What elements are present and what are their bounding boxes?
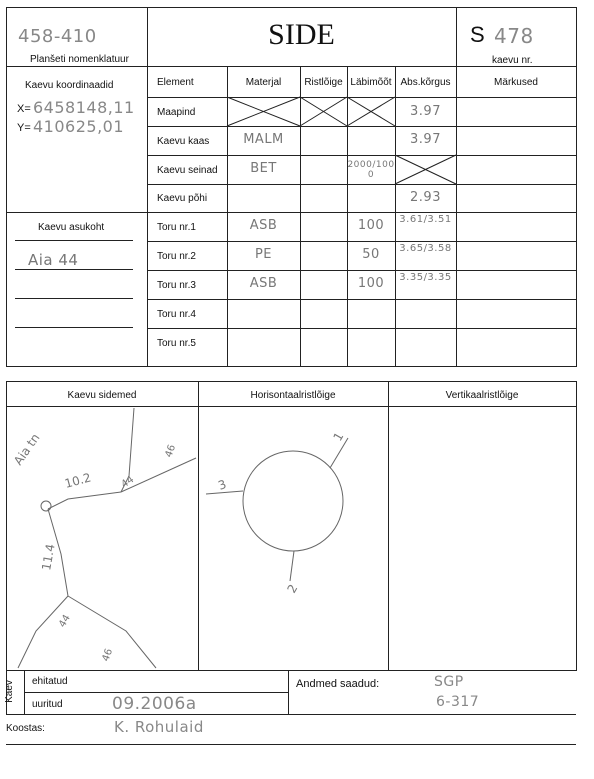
- row-element: Toru nr.1: [157, 222, 196, 233]
- section-connections: Kaevu sidemed: [67, 390, 137, 401]
- section-vertical: Vertikaalristlõige: [445, 390, 519, 401]
- row-element: Kaevu põhi: [157, 193, 208, 204]
- diameter-value: 100: [357, 218, 385, 233]
- section-horizontal: Horisontaalristlõige: [250, 390, 336, 401]
- row-element: Kaevu seinad: [157, 165, 218, 176]
- x-value: 6458148,11: [33, 98, 135, 117]
- plan-label: Planšeti nomenklatuur: [30, 54, 129, 65]
- sketch-street: Aia tn: [10, 430, 43, 468]
- sketch-lbl-44b: 44: [57, 612, 73, 630]
- row-element: Toru nr.3: [157, 280, 196, 291]
- abs-value: 3.65/3.58: [399, 243, 452, 254]
- abs-value: 3.97: [410, 104, 441, 119]
- data-label: Andmed saadud:: [296, 678, 380, 690]
- col-diameter: Läbimõõt: [350, 77, 392, 88]
- pipe-label-2: 2: [284, 581, 301, 596]
- footer-side-label: Kaev: [3, 680, 15, 703]
- abs-value: 2.93: [410, 190, 441, 205]
- data-value-1: SGP: [434, 674, 464, 690]
- x-label: X=: [17, 103, 31, 115]
- y-value: 410625,01: [33, 117, 125, 136]
- surveyed-label: uuritud: [32, 699, 63, 710]
- sketch-dist-a: 10.2: [63, 470, 93, 491]
- sketch-line: [121, 458, 196, 492]
- page-title: SIDE: [268, 18, 335, 51]
- col-cross: Ristlõige: [304, 77, 343, 88]
- material-value: ASB: [249, 276, 278, 291]
- well-marker: [41, 501, 51, 511]
- sketch-lbl-46b: 46: [100, 647, 116, 664]
- row-element: Toru nr.4: [157, 309, 196, 320]
- diameter-value: 2000/1000: [347, 160, 395, 180]
- well-prefix: S: [470, 22, 485, 47]
- row-element: Toru nr.2: [157, 251, 196, 262]
- diameter-value: 100: [357, 276, 385, 291]
- surveyed-value: 09.2006a: [112, 694, 197, 714]
- material-value: BET: [250, 161, 277, 176]
- horizontal-sketch: [198, 406, 388, 670]
- well-number: 478: [494, 24, 534, 48]
- connections-sketch: [6, 406, 198, 670]
- col-notes: Märkused: [494, 77, 538, 88]
- plan-code: 458-410: [18, 26, 97, 47]
- pipe-label-1: 1: [330, 429, 347, 444]
- row-element: Kaevu kaas: [157, 136, 210, 147]
- col-element: Element: [157, 77, 194, 88]
- material-value: ASB: [249, 218, 278, 233]
- material-value: MALM: [243, 132, 284, 147]
- pipe-label-3: 3: [216, 477, 229, 493]
- well-circle: [243, 451, 343, 551]
- location-label: Kaevu asukoht: [38, 222, 105, 233]
- location-value: Aia 44: [28, 251, 79, 269]
- col-material: Materjal: [245, 77, 282, 88]
- coords-label: Kaevu koordinaadid: [25, 80, 114, 91]
- pipe-line-2: [290, 551, 294, 581]
- built-label: ehitatud: [32, 676, 68, 687]
- y-label: Y=: [17, 122, 31, 134]
- row-element: Toru nr.5: [157, 338, 196, 349]
- row-element: Maapind: [157, 107, 196, 118]
- col-abs: Abs.kõrgus: [400, 77, 451, 88]
- abs-value: 3.97: [410, 132, 441, 147]
- sketch-dist-b: 11.4: [39, 542, 58, 572]
- material-value: PE: [254, 247, 273, 262]
- diameter-value: 50: [362, 247, 380, 262]
- sketch-lbl-46: 46: [163, 443, 179, 460]
- abs-value: 3.35/3.35: [399, 272, 452, 283]
- author-value: K. Rohulaid: [114, 718, 204, 736]
- sketch-lbl-44a: 44: [119, 474, 137, 491]
- sketch-line: [48, 492, 121, 509]
- sketch-line: [18, 596, 68, 668]
- well-label: kaevu nr.: [492, 55, 533, 66]
- abs-value: 3.61/3.51: [399, 214, 452, 225]
- data-value-2: 6-317: [436, 694, 480, 710]
- author-label: Koostas:: [6, 723, 45, 734]
